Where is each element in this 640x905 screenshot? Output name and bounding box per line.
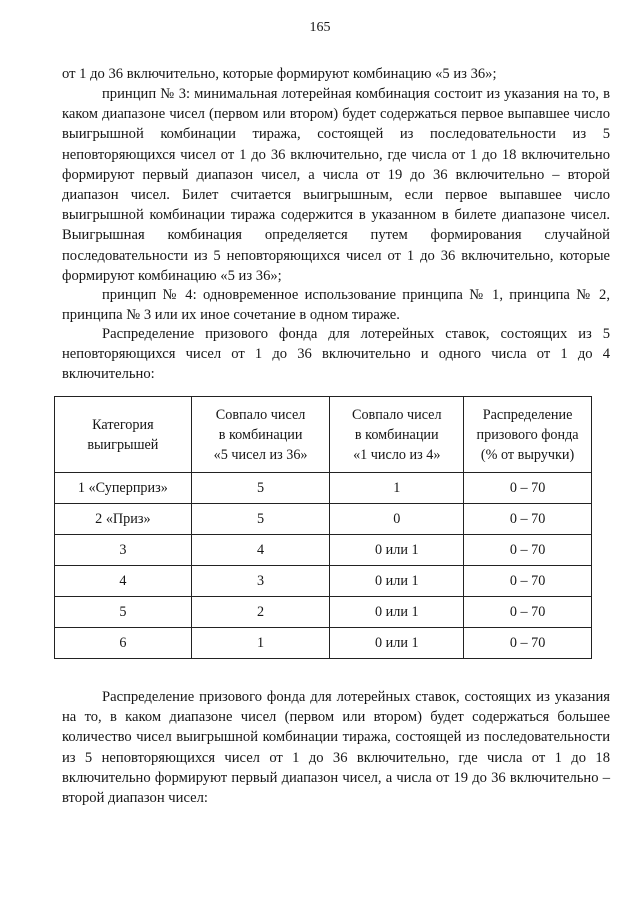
prize-distribution-table — [54, 396, 592, 659]
header-line: «1 число из 4» — [353, 446, 441, 463]
table-row — [55, 566, 592, 597]
cell-matched-1-of-4: 0 или 1 — [330, 628, 464, 659]
paragraph-principle-4: принцип № 4: одновременное использование принципа № 1, принципа № 2, принципа № 3 или их иное сочетание в одном тираже. — [62, 287, 610, 324]
header-matched-1-of-4 — [330, 397, 464, 473]
paragraph-continuation: от 1 до 36 включительно, которые формируют комбинацию «5 из 36»; — [62, 66, 497, 82]
cell-matched-1-of-4: 0 или 1 — [330, 566, 464, 597]
header-line: Совпало чисел — [215, 406, 306, 423]
cell-category: 1 «Суперприз» — [55, 473, 192, 504]
table-row — [55, 504, 592, 535]
cell-category: 3 — [55, 535, 192, 566]
header-matched-5-of-36 — [191, 397, 330, 473]
cell-prize-share: 0 – 70 — [464, 628, 592, 659]
cell-matched-1-of-4: 0 или 1 — [330, 597, 464, 628]
cell-matched-1-of-4: 1 — [330, 473, 464, 504]
cell-matched-5-of-36: 4 — [191, 535, 330, 566]
cell-category: 6 — [55, 628, 192, 659]
table-header-row — [55, 397, 592, 473]
cell-matched-5-of-36: 5 — [191, 473, 330, 504]
cell-matched-5-of-36: 2 — [191, 597, 330, 628]
cell-category: 4 — [55, 566, 192, 597]
cell-prize-share: 0 – 70 — [464, 566, 592, 597]
header-line: Совпало чисел — [351, 406, 442, 423]
cell-matched-1-of-4: 0 или 1 — [330, 535, 464, 566]
table-row — [55, 597, 592, 628]
header-line: (% от выручки) — [480, 446, 575, 463]
header-line: Распределение — [482, 406, 573, 423]
cell-prize-share: 0 – 70 — [464, 597, 592, 628]
cell-prize-share: 0 – 70 — [464, 535, 592, 566]
header-category — [55, 397, 192, 473]
header-prize-fund-share — [464, 397, 592, 473]
table-row — [55, 473, 592, 504]
cell-prize-share: 0 – 70 — [464, 504, 592, 535]
cell-matched-5-of-36: 1 — [191, 628, 330, 659]
header-line: выигрышей — [87, 436, 159, 453]
cell-category: 2 «Приз» — [55, 504, 192, 535]
table-row — [55, 628, 592, 659]
header-line: призового фонда — [476, 426, 579, 443]
header-line: «5 чисел из 36» — [213, 446, 308, 463]
table-row — [55, 535, 592, 566]
cell-matched-5-of-36: 3 — [191, 566, 330, 597]
cell-matched-1-of-4: 0 — [330, 504, 464, 535]
header-line: в комбинации — [354, 426, 439, 443]
cell-prize-share: 0 – 70 — [464, 473, 592, 504]
header-line: Категория — [92, 416, 154, 433]
paragraph-prize-distribution-intro: Распределение призового фонда для лотерейных ставок, состоящих из 5 неповторяющихся чисел от 1 до 36 включительно и одного числа от 1 до 4 включительно: — [62, 326, 610, 383]
page-number: 165 — [309, 20, 331, 35]
cell-category: 5 — [55, 597, 192, 628]
paragraph-range-prize-distribution: Распределение призового фонда для лотерейных ставок, состоящих из указания на то, в каком диапазоне чисел (первом или втором) будет содержаться большее количество чисел выигрышной комбинации тиража, состоящей из последовательности из 5 неповторяющихся чисел от 1 до 36 включительно, где числа от 1 до 18 включительно формируют первый диапазон чисел, а числа от 19 до 36 включительно – второй диапазон чисел: — [62, 689, 610, 807]
header-line: в комбинации — [218, 426, 303, 443]
cell-matched-5-of-36: 5 — [191, 504, 330, 535]
paragraph-principle-3: принцип № 3: минимальная лотерейная комбинация состоит из указания на то, в каком диапазоне чисел (первом или втором) будет содержаться первое выпавшее число выигрышной комбинации тиража, состоящей из последовательности из 5 неповторяющихся чисел от 1 до 36 включительно, где числа от 1 до 18 включительно формируют первый диапазон чисел, а числа от 19 до 36 включительно – второй диапазон чисел. Билет считается выигрышным, если первое выпавшее число выигрышной комбинации тиража содержится в указанном в билете диапазоне чисел. Выигрышная комбинация определяется путем формирования случайной последовательности из 5 неповторяющихся чисел от 1 до 36 включительно, которые формируют комбинацию «5 из 36»; — [62, 86, 610, 284]
